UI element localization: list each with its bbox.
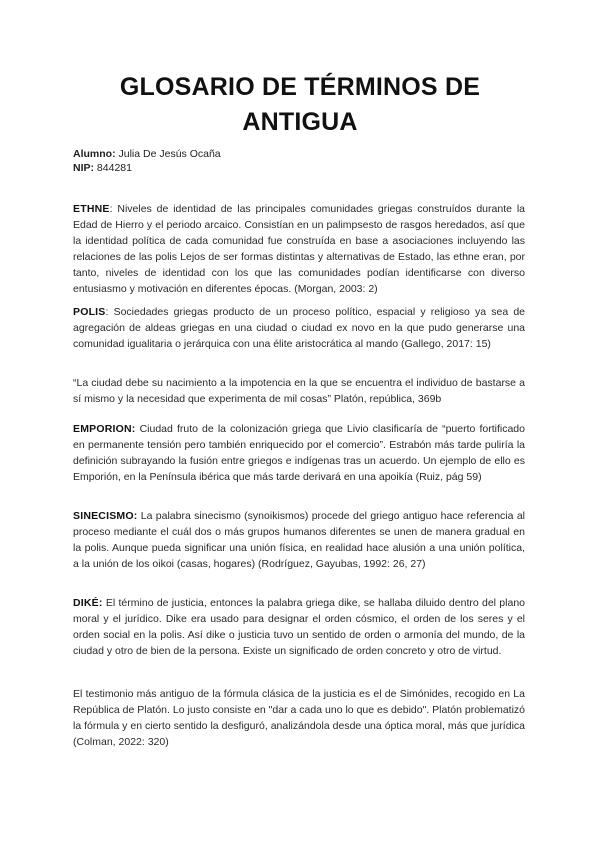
entry-text: Niveles de identidad de las principales comunidades griegas construídos durante la Edad de Hierro y el periodo arcaico. Consistían en un palimpsesto de rasgos heredados, así que la identidad política de cada comunidad fue construída en base a asociaciones incluyendo las relaciones de las polis Lejos de ser formas distintas y alternativas de Estado, las ethne eran, por tanto, niveles de identidad con los que las comunidades podían identificarse con diverso entusiasmo y motivación en diferentes épocas. (Morgan, 2003: 2) (73, 203, 525, 295)
nip-value: 844281 (96, 162, 132, 174)
student-name: Julia De Jesús Ocaña (118, 148, 221, 160)
entry-term: DIKÉ: (73, 597, 103, 609)
nip-label: NIP: (73, 162, 94, 174)
entry-dike (73, 595, 525, 659)
entry-ethne (73, 201, 525, 297)
entry-emporion (73, 421, 525, 485)
entry-term: ETHNE (73, 203, 110, 215)
entry-separator: : (105, 306, 109, 318)
entry-dike-continuation (73, 686, 525, 750)
entry-text: El testimonio más antiguo de la fórmula clásica de la justicia es el de Simónides, recogido en La República de Platón. Lo justo consiste en "dar a cada uno lo que es debido". Platón problematizó la fórmula y en cierto sentido la desfiguró, analizándola desde una óptica moral, más que jurídica (Colman, 2022: 320) (73, 688, 525, 748)
entry-term: EMPORION: (73, 423, 136, 435)
entry-separator: : (109, 203, 113, 215)
entry-text: La palabra sinecismo (synoikismos) procede del griego antiguo hace referencia al proceso mediante el cuál dos o más grupos humanos diferentes se unen de manera gradual en la polis. Aunque pueda significar una unión física, en realidad hace alusión a una unión política, a la unión de los oikoi (casas, hogares) (Rodríguez, Gayubas, 1992: 26, 27) (73, 510, 525, 570)
entry-term: SINECISMO: (73, 510, 138, 522)
student-line (73, 147, 221, 161)
entry-text: Ciudad fruto de la colonización griega que Livio clasificaría de “puerto fortificado en permanente tensión pero también enriquecido por el comercio”. Estrabón más tarde puliría la definición subrayando la fusión entre griegos e indígenas tras un acuerdo. Un ejemplo de ello es Emporión, en la Península ibérica que más tarde derivará en una apoikía (Ruiz, pág 59) (73, 423, 525, 483)
entry-polis-quote (73, 375, 525, 407)
entry-text: El término de justicia, entonces la palabra griega dike, se hallaba diluido dentro del plano moral y el jurídico. Dike era usado para designar el orden cósmico, el orden de los seres y el orden social en la polis. Así dike o justicia tuvo un sentido de orden o armonía del mundo, de la ciudad y otro de bien de la persona. Existe un significado de orden concreto y otro de virtud. (73, 597, 525, 657)
entry-term: POLIS (73, 306, 106, 318)
entry-text: Sociedades griegas producto de un proceso político, espacial y religioso ya sea de agregación de aldeas griegas en una ciudad o ciudad ex novo en la que pudo generarse una comunidad igualitaria o jerárquica con una élite aristocrática al mando (Gallego, 2017: 15) (73, 306, 525, 350)
student-label: Alumno: (73, 148, 116, 160)
entry-sinecismo (73, 508, 525, 572)
entry-text: “La ciudad debe su nacimiento a la impotencia en la que se encuentra el individuo de bastarse a sí mismo y la necesidad que experimenta de mil cosas” Platón, república, 369b (73, 377, 525, 405)
nip-line (73, 161, 132, 175)
page-title: GLOSARIO DE TÉRMINOS DE ANTIGUA (119, 73, 481, 136)
entry-polis (73, 304, 525, 352)
